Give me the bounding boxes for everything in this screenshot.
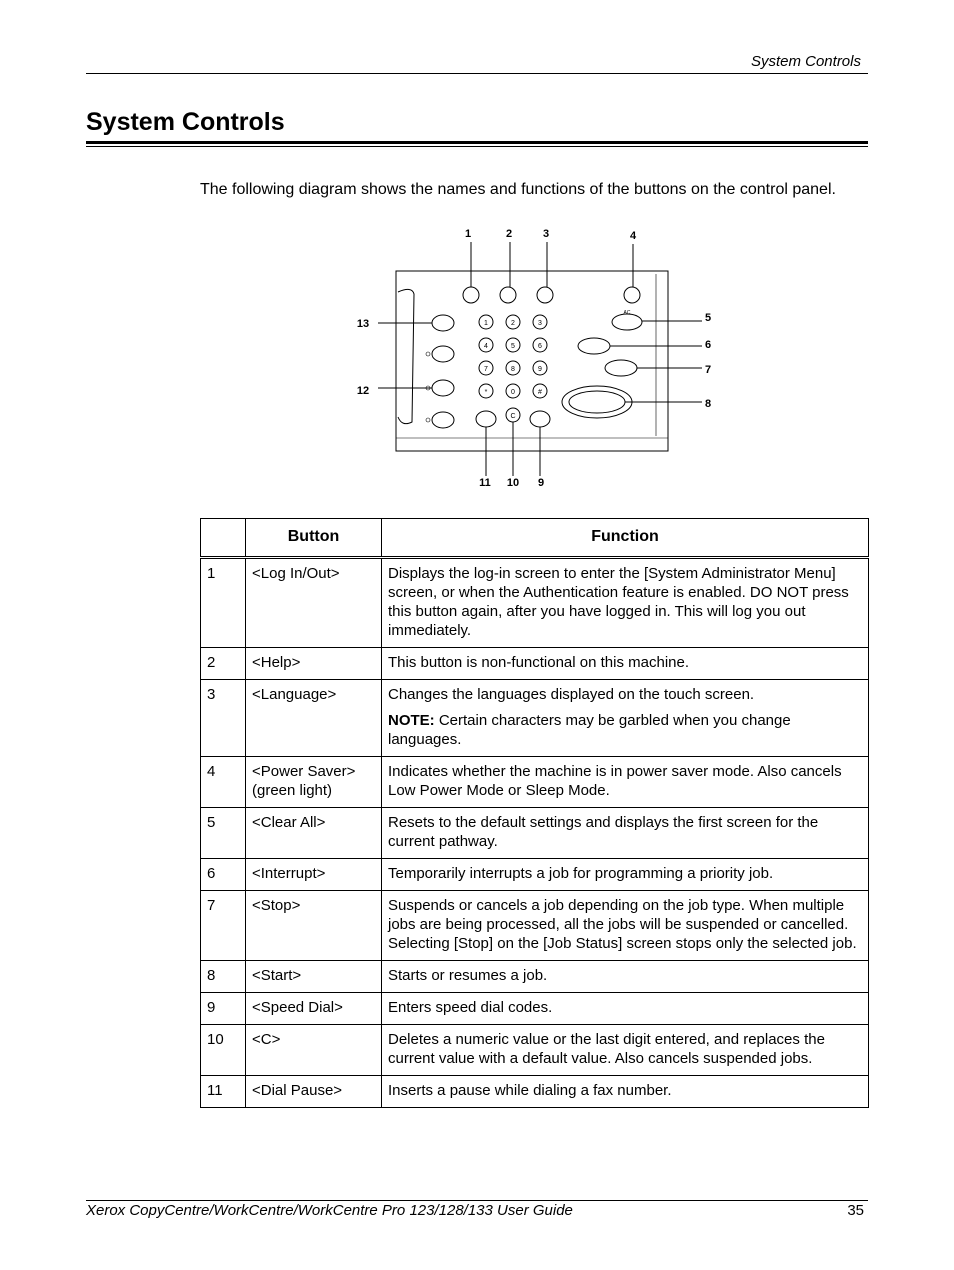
title-rule	[86, 141, 868, 144]
footer-rule	[86, 1200, 868, 1201]
key-4	[479, 338, 493, 352]
svg-text:3: 3	[538, 320, 542, 327]
row-number: 5	[201, 808, 246, 859]
key-hash	[533, 384, 547, 398]
svg-text:C: C	[510, 413, 516, 420]
key-1	[479, 315, 493, 329]
callout-4: 4	[629, 230, 637, 242]
power-saver-button	[624, 287, 640, 303]
c-button	[506, 408, 520, 422]
row-number: 4	[201, 757, 246, 808]
callout-10: 10	[506, 477, 520, 489]
row-number: 6	[201, 859, 246, 891]
callout-12: 12	[356, 385, 370, 397]
callout-7: 7	[704, 364, 712, 376]
header-number	[201, 519, 246, 558]
help-button	[500, 287, 516, 303]
row-button: <Clear All>	[246, 808, 382, 859]
key-star	[479, 384, 493, 398]
callout-1: 1	[464, 228, 472, 240]
left-button-12	[432, 380, 454, 396]
row-button: <Speed Dial>	[246, 993, 382, 1025]
header-function: Function	[382, 519, 869, 558]
callout-11: 11	[479, 477, 491, 489]
row-number: 3	[201, 680, 246, 757]
callout-5: 5	[704, 312, 712, 324]
key-3	[533, 315, 547, 329]
svg-text:0: 0	[511, 389, 515, 396]
row-function: Displays the log-in screen to enter the [System Administrator Menu] screen, or when the Authentication feature is enabled. DO NOT press this button again, after you have logged in. This will log you out immediately.	[382, 558, 869, 648]
row-button: <Help>	[246, 648, 382, 680]
svg-text:4: 4	[484, 343, 488, 350]
row-function-text: Changes the languages displayed on the touch screen.	[388, 686, 755, 703]
svg-text:1: 1	[484, 320, 488, 327]
login-button	[463, 287, 479, 303]
table-row	[201, 891, 869, 961]
svg-text:9: 9	[538, 366, 542, 373]
start-button-inner	[569, 391, 625, 413]
table-header-row	[201, 519, 869, 558]
table-row	[201, 680, 869, 757]
row-button: <Log In/Out>	[246, 558, 382, 648]
callout-9: 9	[537, 477, 545, 489]
row-button: <C>	[246, 1025, 382, 1076]
left-button-d	[432, 412, 454, 428]
table-row	[201, 859, 869, 891]
svg-text:#: #	[538, 389, 542, 396]
row-function: Inserts a pause while dialing a fax number.	[382, 1076, 869, 1108]
speed-dial-button	[530, 411, 550, 427]
row-function: Suspends or cancels a job depending on the job type. When multiple jobs are being processed, all the jobs will be suspended or cancelled. Selecting [Stop] on the [Job Status] screen stops only the selected job.	[382, 891, 869, 961]
callout-2: 2	[505, 228, 513, 240]
row-number: 8	[201, 961, 246, 993]
header-rule	[86, 73, 868, 74]
row-number: 2	[201, 648, 246, 680]
row-function: Enters speed dial codes.	[382, 993, 869, 1025]
row-button-sub: (green light)	[252, 782, 333, 799]
svg-text:6: 6	[538, 343, 542, 350]
row-number: 11	[201, 1076, 246, 1108]
left-button-13	[432, 315, 454, 331]
key-2	[506, 315, 520, 329]
language-button	[537, 287, 553, 303]
row-button: <Stop>	[246, 891, 382, 961]
row-function: Starts or resumes a job.	[382, 961, 869, 993]
row-button: <Start>	[246, 961, 382, 993]
header-button: Button	[246, 519, 382, 558]
row-function: Resets to the default settings and displays the first screen for the current pathway.	[382, 808, 869, 859]
note-label: NOTE:	[388, 712, 435, 729]
table-row	[201, 648, 869, 680]
control-panel-diagram	[340, 222, 740, 494]
callout-6: 6	[704, 339, 712, 351]
callout-3: 3	[542, 228, 550, 240]
table-row	[201, 1025, 869, 1076]
row-function: This button is non-functional on this machine.	[382, 648, 869, 680]
button-function-table	[200, 518, 869, 1108]
footer-page-number: 35	[847, 1202, 864, 1219]
title-rule-thin	[86, 146, 868, 147]
intro-paragraph: The following diagram shows the names and functions of the buttons on the control panel.	[200, 181, 836, 198]
row-number: 1	[201, 558, 246, 648]
table-row	[201, 558, 869, 648]
row-button: <Dial Pause>	[246, 1076, 382, 1108]
row-number: 7	[201, 891, 246, 961]
table-row	[201, 757, 869, 808]
key-7	[479, 361, 493, 375]
key-6	[533, 338, 547, 352]
row-function: Indicates whether the machine is in power saver mode. Also cancels Low Power Mode or Sleep Mode.	[382, 757, 869, 808]
table-row	[201, 993, 869, 1025]
footer-guide-title: Xerox CopyCentre/WorkCentre/WorkCentre Pro 123/128/133 User Guide	[86, 1202, 573, 1219]
svg-text:*: *	[484, 389, 488, 396]
interrupt-button	[578, 338, 610, 354]
key-8	[506, 361, 520, 375]
callout-8: 8	[704, 398, 712, 410]
table-row	[201, 1076, 869, 1108]
key-5	[506, 338, 520, 352]
svg-text:AC: AC	[623, 310, 631, 316]
dial-pause-button	[476, 411, 496, 427]
svg-text:5: 5	[511, 343, 515, 350]
row-number: 9	[201, 993, 246, 1025]
row-function: Temporarily interrupts a job for programming a priority job.	[382, 859, 869, 891]
svg-text:2: 2	[511, 320, 515, 327]
page-title: System Controls	[86, 108, 285, 136]
svg-text:7: 7	[484, 366, 488, 373]
table-row	[201, 808, 869, 859]
key-9	[533, 361, 547, 375]
callout-13: 13	[356, 318, 370, 330]
key-0	[506, 384, 520, 398]
row-function: Deletes a numeric value or the last digit entered, and replaces the current value with a default value. Also cancels suspended jobs.	[382, 1025, 869, 1076]
row-button-name: <Power Saver>	[252, 763, 356, 780]
row-button	[246, 757, 382, 808]
svg-text:8: 8	[511, 366, 515, 373]
left-button-b	[432, 346, 454, 362]
note	[388, 711, 862, 749]
row-function	[382, 680, 869, 757]
table-row	[201, 961, 869, 993]
stop-button	[605, 360, 637, 376]
row-number: 10	[201, 1025, 246, 1076]
row-button: <Language>	[246, 680, 382, 757]
row-button: <Interrupt>	[246, 859, 382, 891]
running-header: System Controls	[750, 53, 861, 70]
note-text: Certain characters may be garbled when you change languages.	[388, 712, 791, 748]
